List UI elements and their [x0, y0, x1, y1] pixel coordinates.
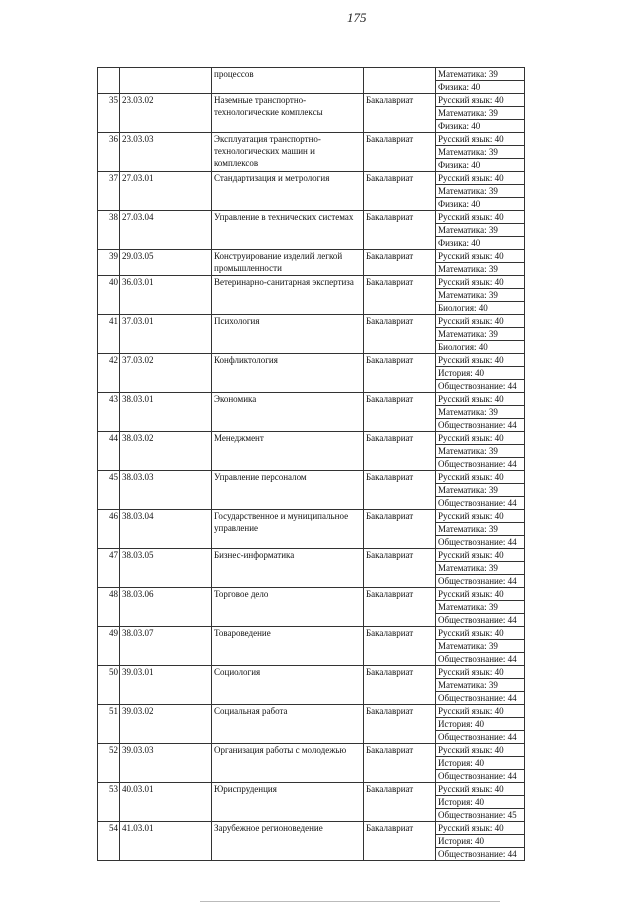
- subject-score-cell: Русский язык: 40: [436, 172, 525, 185]
- subject-score-cell: Русский язык: 40: [436, 705, 525, 718]
- program-code-cell: 39.03.02: [120, 705, 212, 744]
- program-name-cell: Экономика: [212, 393, 364, 432]
- program-name-cell: Товароведение: [212, 627, 364, 666]
- program-code-cell: 40.03.01: [120, 783, 212, 822]
- subject-score-cell: Обществознание: 44: [436, 653, 525, 666]
- subject-score-cell: Русский язык: 40: [436, 627, 525, 640]
- row-number-cell: 38: [98, 211, 120, 250]
- subject-score-cell: Русский язык: 40: [436, 211, 525, 224]
- subject-score-cell: Обществознание: 44: [436, 536, 525, 549]
- admission-table: [97, 67, 525, 861]
- subject-score-cell: Русский язык: 40: [436, 276, 525, 289]
- row-number-cell: 39: [98, 250, 120, 276]
- subject-score-cell: Русский язык: 40: [436, 471, 525, 484]
- program-code-cell: 38.03.02: [120, 432, 212, 471]
- program-code-cell: 37.03.01: [120, 315, 212, 354]
- program-code-cell: 23.03.02: [120, 94, 212, 133]
- program-name-cell: Государственное и муниципальное управление: [212, 510, 364, 549]
- subject-score-cell: Русский язык: 40: [436, 393, 525, 406]
- table-row: [98, 432, 525, 445]
- program-code-cell: 41.03.01: [120, 822, 212, 861]
- program-name-cell: Стандартизация и метрология: [212, 172, 364, 211]
- subject-score-cell: История: 40: [436, 757, 525, 770]
- subject-score-cell: Русский язык: 40: [436, 510, 525, 523]
- subject-score-cell: Обществознание: 44: [436, 497, 525, 510]
- subject-score-cell: История: 40: [436, 718, 525, 731]
- program-name-cell: Менеджмент: [212, 432, 364, 471]
- degree-level-cell: Бакалавриат: [364, 549, 436, 588]
- subject-score-cell: Математика: 39: [436, 445, 525, 458]
- degree-level-cell: Бакалавриат: [364, 315, 436, 354]
- program-name-cell: Организация работы с молодежью: [212, 744, 364, 783]
- program-name-cell: процессов: [212, 68, 364, 94]
- program-name-cell: Конфликтология: [212, 354, 364, 393]
- table-row: [98, 822, 525, 835]
- subject-score-cell: Математика: 39: [436, 640, 525, 653]
- row-number-cell: 47: [98, 549, 120, 588]
- row-number-cell: 51: [98, 705, 120, 744]
- program-code-cell: 27.03.04: [120, 211, 212, 250]
- row-number-cell: [98, 68, 120, 94]
- scan-edge-line: [200, 901, 500, 902]
- row-number-cell: 43: [98, 393, 120, 432]
- degree-level-cell: Бакалавриат: [364, 666, 436, 705]
- table-row: [98, 354, 525, 367]
- degree-level-cell: Бакалавриат: [364, 354, 436, 393]
- subject-score-cell: Обществознание: 44: [436, 770, 525, 783]
- row-number-cell: 42: [98, 354, 120, 393]
- degree-level-cell: Бакалавриат: [364, 705, 436, 744]
- degree-level-cell: Бакалавриат: [364, 393, 436, 432]
- table-row: [98, 172, 525, 185]
- table-row: [98, 211, 525, 224]
- degree-level-cell: Бакалавриат: [364, 276, 436, 315]
- subject-score-cell: Обществознание: 44: [436, 419, 525, 432]
- subject-score-cell: Физика: 40: [436, 237, 525, 250]
- subject-score-cell: Русский язык: 40: [436, 666, 525, 679]
- subject-score-cell: Русский язык: 40: [436, 588, 525, 601]
- degree-level-cell: Бакалавриат: [364, 588, 436, 627]
- row-number-cell: 45: [98, 471, 120, 510]
- subject-score-cell: Русский язык: 40: [436, 133, 525, 146]
- degree-level-cell: Бакалавриат: [364, 783, 436, 822]
- table-row: [98, 705, 525, 718]
- table-row: [98, 393, 525, 406]
- subject-score-cell: Математика: 39: [436, 185, 525, 198]
- program-code-cell: 39.03.01: [120, 666, 212, 705]
- program-name-cell: Наземные транспортно-технологические комплексы: [212, 94, 364, 133]
- table-body: [98, 68, 525, 861]
- program-code-cell: 29.03.05: [120, 250, 212, 276]
- program-name-cell: Юриспруденция: [212, 783, 364, 822]
- program-code-cell: 38.03.05: [120, 549, 212, 588]
- program-name-cell: Торговое дело: [212, 588, 364, 627]
- subject-score-cell: Русский язык: 40: [436, 354, 525, 367]
- table-row: [98, 94, 525, 107]
- subject-score-cell: Обществознание: 44: [436, 848, 525, 861]
- program-code-cell: 38.03.07: [120, 627, 212, 666]
- program-name-cell: Управление персоналом: [212, 471, 364, 510]
- degree-level-cell: Бакалавриат: [364, 94, 436, 133]
- subject-score-cell: Математика: 39: [436, 601, 525, 614]
- row-number-cell: 49: [98, 627, 120, 666]
- program-name-cell: Социальная работа: [212, 705, 364, 744]
- table-row: [98, 783, 525, 796]
- row-number-cell: 37: [98, 172, 120, 211]
- table-row: [98, 471, 525, 484]
- subject-score-cell: Обществознание: 44: [436, 380, 525, 393]
- degree-level-cell: Бакалавриат: [364, 250, 436, 276]
- subject-score-cell: Обществознание: 44: [436, 692, 525, 705]
- program-name-cell: Эксплуатация транспортно-технологических машин и комплексов: [212, 133, 364, 172]
- subject-score-cell: Математика: 39: [436, 263, 525, 276]
- subject-score-cell: Физика: 40: [436, 81, 525, 94]
- row-number-cell: 50: [98, 666, 120, 705]
- row-number-cell: 36: [98, 133, 120, 172]
- program-name-cell: Управление в технических системах: [212, 211, 364, 250]
- table-row: [98, 588, 525, 601]
- table-row: [98, 250, 525, 263]
- row-number-cell: 40: [98, 276, 120, 315]
- subject-score-cell: История: 40: [436, 367, 525, 380]
- subject-score-cell: Математика: 39: [436, 107, 525, 120]
- program-code-cell: 37.03.02: [120, 354, 212, 393]
- subject-score-cell: Русский язык: 40: [436, 94, 525, 107]
- subject-score-cell: Русский язык: 40: [436, 549, 525, 562]
- row-number-cell: 46: [98, 510, 120, 549]
- degree-level-cell: [364, 68, 436, 94]
- table-row: [98, 315, 525, 328]
- table-row: [98, 627, 525, 640]
- subject-score-cell: Обществознание: 45: [436, 809, 525, 822]
- table-row: [98, 133, 525, 146]
- row-number-cell: 54: [98, 822, 120, 861]
- row-number-cell: 52: [98, 744, 120, 783]
- subject-score-cell: Математика: 39: [436, 562, 525, 575]
- program-name-cell: Зарубежное регионоведение: [212, 822, 364, 861]
- subject-score-cell: История: 40: [436, 796, 525, 809]
- subject-score-cell: История: 40: [436, 835, 525, 848]
- subject-score-cell: Математика: 39: [436, 484, 525, 497]
- subject-score-cell: Русский язык: 40: [436, 822, 525, 835]
- subject-score-cell: Обществознание: 44: [436, 731, 525, 744]
- program-name-cell: Ветеринарно-санитарная экспертиза: [212, 276, 364, 315]
- row-number-cell: 53: [98, 783, 120, 822]
- degree-level-cell: Бакалавриат: [364, 744, 436, 783]
- subject-score-cell: Математика: 39: [436, 146, 525, 159]
- subject-score-cell: Математика: 39: [436, 289, 525, 302]
- row-number-cell: 48: [98, 588, 120, 627]
- degree-level-cell: Бакалавриат: [364, 822, 436, 861]
- subject-score-cell: Русский язык: 40: [436, 315, 525, 328]
- program-code-cell: 38.03.01: [120, 393, 212, 432]
- subject-score-cell: Математика: 39: [436, 68, 525, 81]
- degree-level-cell: Бакалавриат: [364, 510, 436, 549]
- subject-score-cell: Русский язык: 40: [436, 744, 525, 757]
- subject-score-cell: Русский язык: 40: [436, 783, 525, 796]
- subject-score-cell: Русский язык: 40: [436, 432, 525, 445]
- program-code-cell: 38.03.06: [120, 588, 212, 627]
- subject-score-cell: Обществознание: 44: [436, 614, 525, 627]
- program-code-cell: 27.03.01: [120, 172, 212, 211]
- table-row: [98, 68, 525, 81]
- program-name-cell: Конструирование изделий легкой промышленности: [212, 250, 364, 276]
- subject-score-cell: Математика: 39: [436, 328, 525, 341]
- subject-score-cell: Физика: 40: [436, 120, 525, 133]
- program-code-cell: [120, 68, 212, 94]
- subject-score-cell: Математика: 39: [436, 406, 525, 419]
- degree-level-cell: Бакалавриат: [364, 133, 436, 172]
- program-code-cell: 38.03.04: [120, 510, 212, 549]
- subject-score-cell: Математика: 39: [436, 523, 525, 536]
- subject-score-cell: Биология: 40: [436, 302, 525, 315]
- program-code-cell: 39.03.03: [120, 744, 212, 783]
- degree-level-cell: Бакалавриат: [364, 211, 436, 250]
- row-number-cell: 35: [98, 94, 120, 133]
- subject-score-cell: Физика: 40: [436, 159, 525, 172]
- page-number: 175: [347, 10, 367, 25]
- table-row: [98, 666, 525, 679]
- table-row: [98, 744, 525, 757]
- table-row: [98, 276, 525, 289]
- row-number-cell: 41: [98, 315, 120, 354]
- subject-score-cell: Математика: 39: [436, 679, 525, 692]
- program-code-cell: 38.03.03: [120, 471, 212, 510]
- subject-score-cell: Физика: 40: [436, 198, 525, 211]
- program-code-cell: 36.03.01: [120, 276, 212, 315]
- program-name-cell: Психология: [212, 315, 364, 354]
- subject-score-cell: Математика: 39: [436, 224, 525, 237]
- subject-score-cell: Обществознание: 44: [436, 458, 525, 471]
- degree-level-cell: Бакалавриат: [364, 432, 436, 471]
- program-name-cell: Социология: [212, 666, 364, 705]
- subject-score-cell: Русский язык: 40: [436, 250, 525, 263]
- table-row: [98, 549, 525, 562]
- subject-score-cell: Обществознание: 44: [436, 575, 525, 588]
- row-number-cell: 44: [98, 432, 120, 471]
- degree-level-cell: Бакалавриат: [364, 172, 436, 211]
- table-row: [98, 510, 525, 523]
- subject-score-cell: Биология: 40: [436, 341, 525, 354]
- degree-level-cell: Бакалавриат: [364, 471, 436, 510]
- program-code-cell: 23.03.03: [120, 133, 212, 172]
- program-name-cell: Бизнес-информатика: [212, 549, 364, 588]
- degree-level-cell: Бакалавриат: [364, 627, 436, 666]
